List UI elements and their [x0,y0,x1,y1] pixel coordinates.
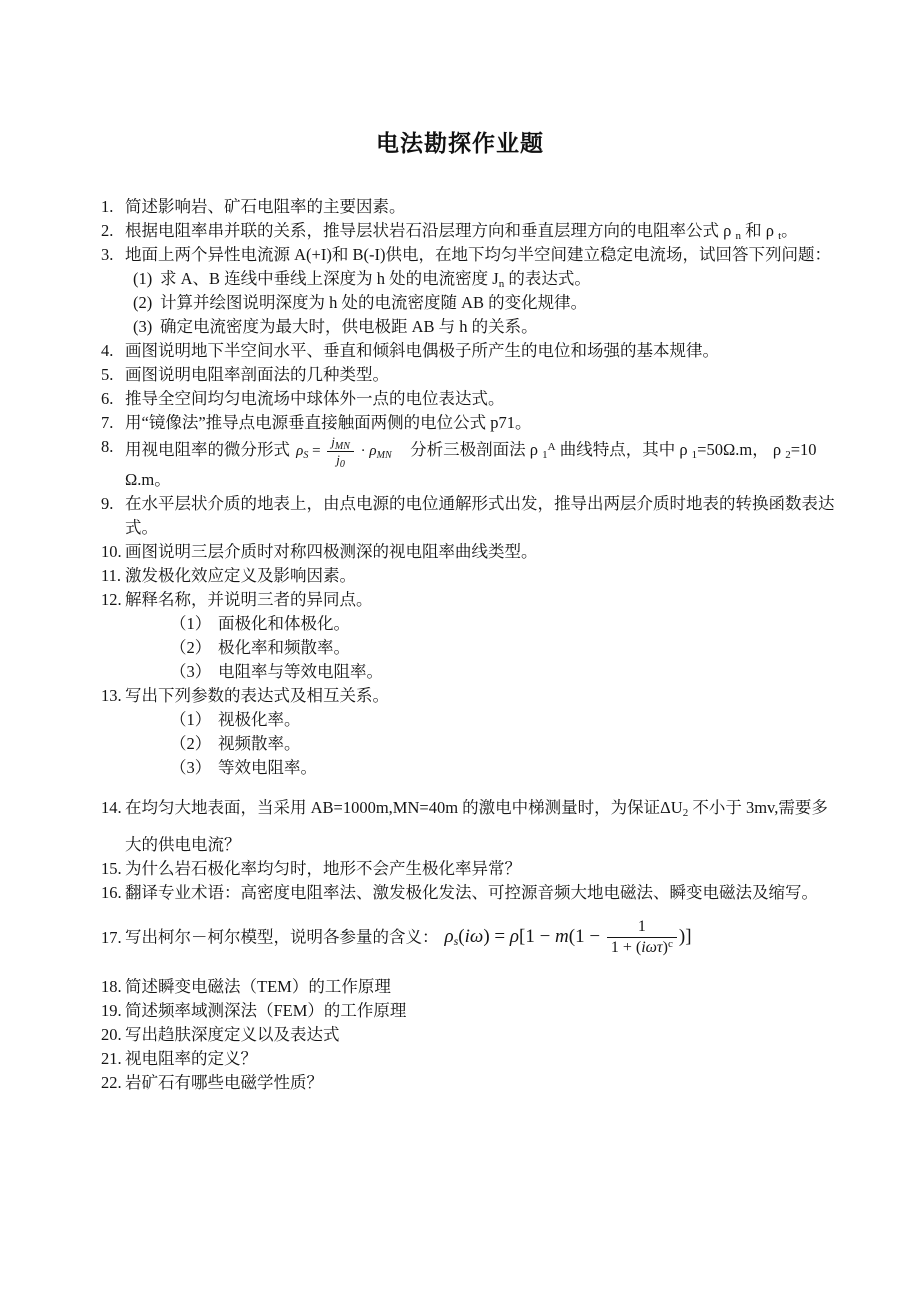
question-line-14 [100,794,828,822]
question-text: 用视电阻率的微分形式 $\rho_S$ = $\frac{j_{MN}}{j_0}$ · $\rho_{MN}$ 分析三极剖面法 ρ $_1^A$ 曲线特点，其中 ρ $_1$=50Ω.m， ρ $_2$=10 [125,434,817,470]
question-text: 解释名称，并说明三者的异同点。 [125,589,373,609]
question-number: 19. [101,1000,122,1020]
question-line-3 [100,243,831,267]
question-number: 11. [101,565,122,585]
question-number: 5. [101,365,114,384]
question-line-16 [100,881,822,905]
question-text: 在均匀大地表面，当采用 AB=1000m,MN=40m 的激电中梯测量时，为保证$\Delta U_2$ 不小于 3mv,需要多 [125,797,828,819]
question-text: 根据电阻率串并联的关系，推导层状岩石沿层理方向和垂直层理方向的电阻率公式 ρ $_n$ 和 ρ $_t$。 [125,221,798,242]
question-number: 18. [101,976,122,996]
question-text: 在水平层状介质的地表上，由点电源的电位通解形式出发，推导出两层介质时地表的转换函数表达 [125,493,835,513]
question-line-13 [100,684,822,708]
question-number: （1） [170,613,212,633]
question-number: （3） [170,661,212,681]
question-number: 2. [101,221,114,240]
question-text: 求 A、B 连线中垂线上深度为 h 处的电流密度 $J_n$ 的表达式。 [160,269,591,290]
question-number: 10. [101,541,122,561]
question-number: 3. [101,245,114,264]
question-number: 15. [101,858,122,878]
question-number: 13. [101,685,122,705]
question-line-1 [100,612,822,636]
question-line-22 [100,1071,822,1095]
question-line-2 [100,636,822,660]
fraction: $\frac{j_{MN}}{j_0}$ [327,435,354,468]
question-number: （2） [170,637,212,657]
question-number: 17. [101,927,122,947]
inline-formula: $\rho_S$ = $\frac{j_{MN}}{j_0}$ · $\rho_{MN}$ [296,434,392,470]
question-line-3 [100,756,822,780]
question-text: 画图说明地下半空间水平、垂直和倾斜电偶极子所产生的电位和场强的基本规律。 [125,341,719,360]
question-line-7 [100,411,822,435]
question-line-18 [100,975,822,999]
question-line-10 [100,540,822,564]
question-line-5 [100,363,822,387]
question-line-19 [100,999,822,1023]
question-number: 6. [101,389,114,408]
question-line-3 [100,315,822,339]
question-text: 大的供电电流？ [125,834,241,854]
question-text: 写出趋肤深度定义以及表达式 [125,1024,340,1044]
question-number: 22. [101,1072,122,1092]
question-line-15 [100,857,822,881]
question-number: 16. [101,882,122,902]
question-number: 9. [101,493,114,513]
question-number: （2） [170,733,212,753]
question-line-6 [100,387,822,411]
question-line-2 [100,291,822,315]
question-text: 画图说明三层介质时对称四极测深的视电阻率曲线类型。 [125,541,538,561]
question-text: 用“镜像法”推导点电源垂直接触面两侧的电位公式 p71。 [125,413,532,432]
question-text: 为什么岩石极化率均匀时，地形不会产生极化率异常？ [125,858,521,878]
question-text: 计算并绘图说明深度为 h 处的电流密度随 AB 的变化规律。 [160,293,588,312]
question-number: 20. [101,1024,122,1044]
question-number: 12. [101,589,122,609]
question-text: 简述频率域测深法（FEM）的工作原理 [125,1000,407,1020]
question-text: 推导全空间均匀电流场中球体外一点的电位表达式。 [125,389,505,408]
question-number: （1） [170,709,212,729]
question-text: 视频散率。 [218,733,301,753]
question-line-4 [100,339,822,363]
question-line-17 [100,905,822,971]
question-line-8 [100,435,822,468]
fraction: $\frac{1}{1 + (i\omega\tau)^c}$ [607,918,677,958]
question-line-cont-11 [100,468,822,492]
question-number: (3) [133,317,153,336]
question-line-21 [100,1047,822,1071]
question-line-12 [100,588,822,612]
question-list [0,160,920,1095]
question-line-9 [100,492,835,516]
question-text: 等效电阻率。 [218,757,317,777]
question-line-20 [100,1023,822,1047]
question-text: 面极化和体极化。 [218,613,350,633]
inline-formula: $\rho_s(i\omega) = \rho[1 - m(1$ − $\frac{1}{1 + (i\omega\tau)^c}$ )] [444,917,692,957]
question-line-cont-13 [100,516,822,540]
question-line-3 [100,660,822,684]
question-text: 地面上两个异性电流源 A(+I)和 B(-I)供电，在地下均匀半空间建立稳定电流场，试回答下列问题： [125,245,831,264]
question-line-2 [100,732,822,756]
question-number: (1) [133,269,153,288]
question-line-2 [100,219,822,243]
question-line-1 [100,708,822,732]
question-text: 视极化率。 [218,709,301,729]
question-number: 14. [101,797,122,817]
question-number: 21. [101,1048,122,1068]
question-line-1 [100,267,822,291]
question-text: 确定电流密度为最大时，供电极距 AB 与 h 的关系。 [160,317,538,336]
question-text: 极化率和频散率。 [218,637,350,657]
question-text: Ω.m。 [125,469,171,489]
question-number: 8. [101,437,114,456]
question-text: 简述影响岩、矿石电阻率的主要因素。 [125,197,406,216]
question-text: 写出下列参数的表达式及相互关系。 [125,685,389,705]
question-line-1 [100,195,822,219]
question-text: 翻译专业术语：高密度电阻率法、激发极化发法、可控源音频大地电磁法、瞬变电磁法及缩写。 [125,882,818,902]
question-number: (2) [133,293,153,312]
question-line-cont-25 [100,833,822,857]
question-text: 画图说明电阻率剖面法的几种类型。 [125,365,389,384]
question-number: （3） [170,757,212,777]
question-text: 视电阻率的定义？ [125,1048,257,1068]
page-title: 电法勘探作业题 [376,131,544,156]
question-text: 式。 [125,517,158,537]
question-text: 电阻率与等效电阻率。 [218,661,383,681]
question-text: 岩矿石有哪些电磁学性质？ [125,1072,323,1092]
question-text: 写出柯尔－柯尔模型，说明各参量的含义： $\rho_s(i\omega) = \rho[1 - m(1$ − $\frac{1}{1 + (i\omega\tau)^c}$ )] [125,917,692,957]
question-number: 7. [101,413,114,432]
question-line-11 [100,564,822,588]
question-text: 简述瞬变电磁法（TEM）的工作原理 [125,976,391,996]
question-text: 激发极化效应定义及影响因素。 [125,565,356,585]
question-number: 4. [101,341,114,360]
question-number: 1. [101,197,114,216]
